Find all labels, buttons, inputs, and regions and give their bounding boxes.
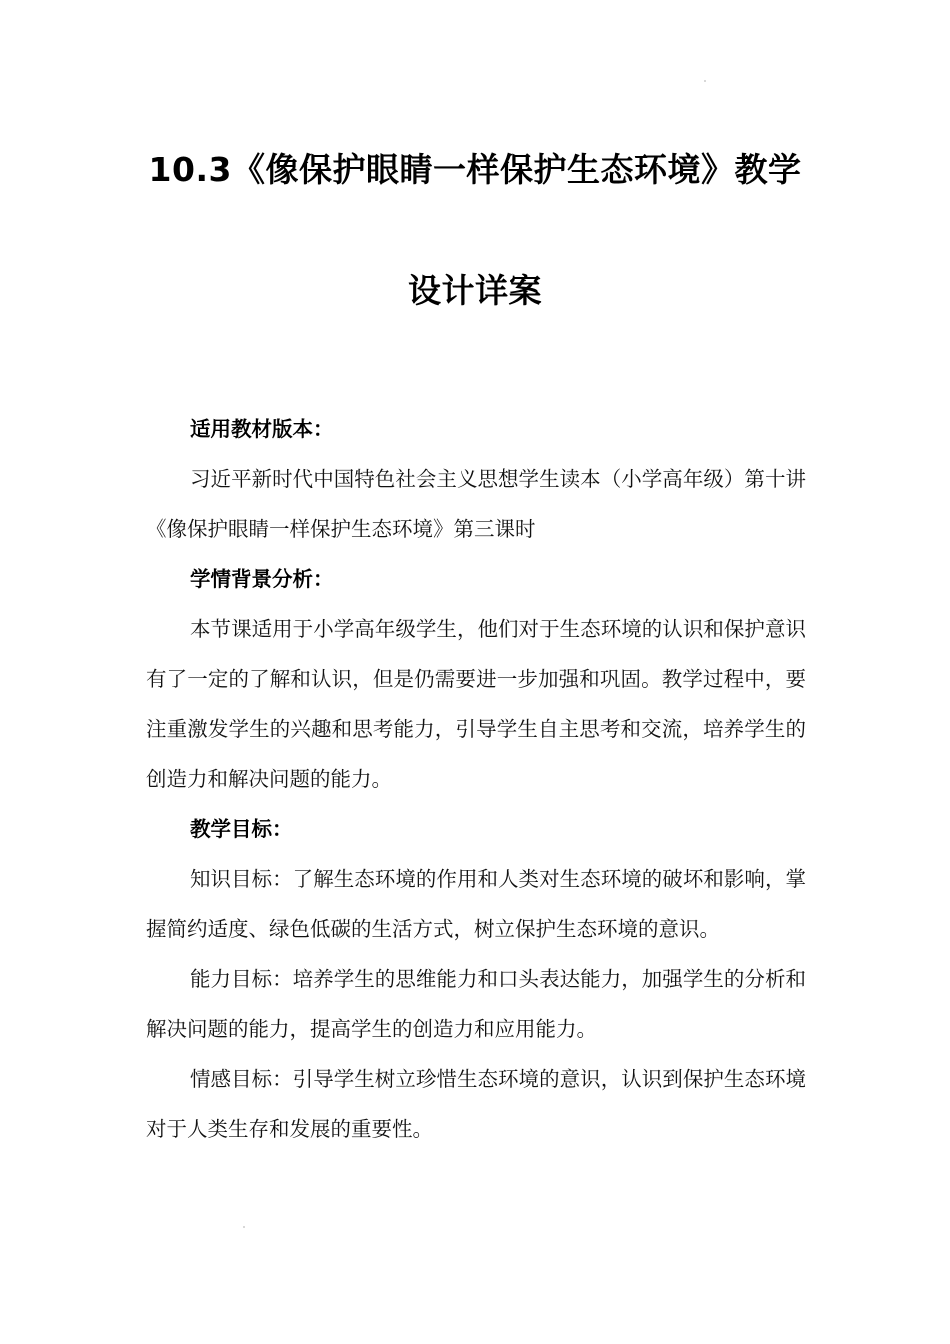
document-title-line-1: 10.3《像保护眼睛一样保护生态环境》教学 xyxy=(148,150,802,189)
scan-speck xyxy=(243,1226,245,1228)
document-body xyxy=(146,404,806,1154)
document-title-line-2: 设计详案 xyxy=(408,271,542,310)
background-text: 本节课适用于小学高年级学生，他们对于生态环境的认识和保护意识有了一定的了解和认识，但是仍需要进一步加强和巩固。教学过程中，要注重激发学生的兴趣和思考能力，引导学生自主思考和交流，培养学生的创造力和解决问题的能力。 xyxy=(146,617,806,791)
scan-speck xyxy=(704,80,706,82)
emotion-goal: 情感目标：引导学生树立珍惜生态环境的意识，认识到保护生态环境对于人类生存和发展的重要性。 xyxy=(146,1067,806,1141)
goals-heading: 教学目标： xyxy=(190,817,293,841)
knowledge-goal: 知识目标：了解生态环境的作用和人类对生态环境的破坏和影响，掌握简约适度、绿色低碳的生活方式，树立保护生态环境的意识。 xyxy=(146,867,806,941)
textbook-heading: 适用教材版本： xyxy=(190,417,334,441)
background-heading: 学情背景分析： xyxy=(190,567,334,591)
ability-goal: 能力目标：培养学生的思维能力和口头表达能力，加强学生的分析和解决问题的能力，提高学生的创造力和应用能力。 xyxy=(146,967,806,1041)
textbook-text: 习近平新时代中国特色社会主义思想学生读本（小学高年级）第十讲《像保护眼睛一样保护生态环境》第三课时 xyxy=(146,467,806,541)
